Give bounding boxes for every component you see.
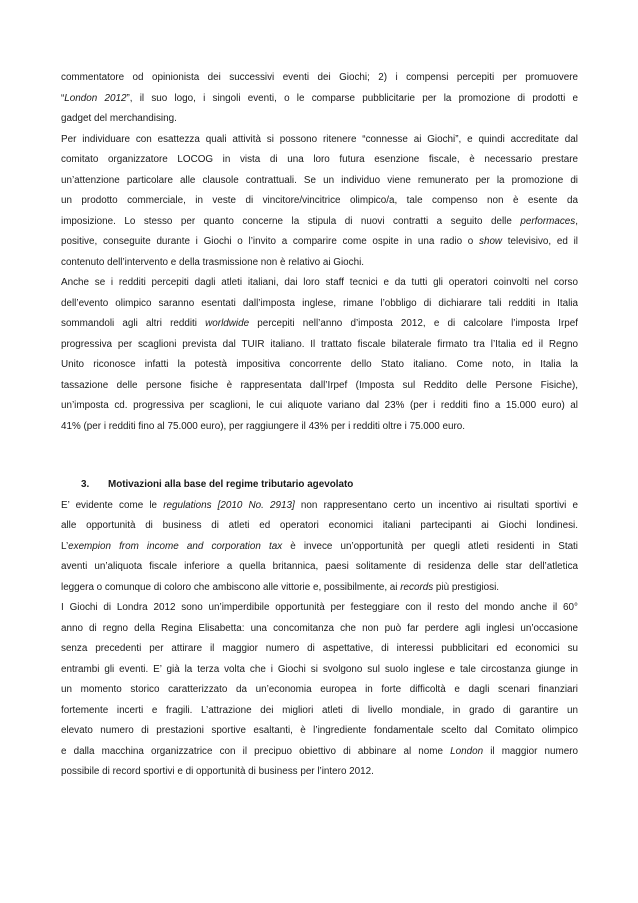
text-line: I Giochi di Londra 2012 sono un’imperdibile opportunità per festeggiare con il resto del mondo anche il 60° <box>61 602 578 613</box>
text-line: un’attenzione particolare alle clausole contrattuali. Se un individuo viene remunerato per la promozione di <box>61 174 578 186</box>
section-heading <box>61 475 578 496</box>
document-body <box>61 68 578 783</box>
text-line: anno di regno della Regina Elisabetta: una concomitanza che non può far perdere agli inglesi un’occasione <box>61 622 578 634</box>
text-line: sommandoli agli altri redditi worldwide percepiti nell’anno d’imposta 2012, e di calcolare l’imposta Irpef <box>61 318 578 329</box>
text-line: fortemente incerti e fragili. L’attrazione dei migliori atleti di livello mondiale, in grado di garantire un <box>61 704 578 716</box>
paragraph <box>61 130 578 274</box>
text-line: leggera o comunque di coloro che ambiscono alle vittorie e, possibilmente, ai records più prestigiosi. <box>61 581 500 593</box>
paragraph-group-2 <box>61 496 578 783</box>
text-line: “London 2012”, il suo logo, i singoli eventi, o le comparse pubblicitarie per la promozione di prodotti e <box>61 92 578 104</box>
text-line: dell’evento olimpico saranno esentati dall’imposta inglese, rimane l’obbligo di dichiarare tali redditi in Italia <box>61 297 578 309</box>
text-line: positive, conseguite durante i Giochi o l’invito a comparire come ospite in una radio o show televisivo, ed il <box>61 236 578 247</box>
text-line: L’exempion from income and corporation tax è invece un’opportunità per quegli atleti residenti in Stati <box>61 540 578 552</box>
text-line: alle opportunità di business di atleti ed operatori economici italiani partecipanti ai Giochi londinesi. <box>61 520 578 531</box>
section-spacer <box>61 437 578 475</box>
paragraph <box>61 68 578 130</box>
section-number: 3. <box>81 479 90 490</box>
text-line: un’imposta cd. progressiva per scaglioni, le cui aliquote variano dal 23% (per i redditi fino a 15.000 euro) al <box>61 400 578 411</box>
text-line: 41% (per i redditi fino al 75.000 euro), per raggiungere il 43% per i redditi oltre i 75.000 euro. <box>61 420 466 432</box>
text-line: tassazione delle persone fisiche è rappresentata dall’Irpef (Imposta sul Reddito delle Persone Fisiche), <box>61 379 578 391</box>
text-line: senza precedenti per attirare il maggior numero di aspettative, di interessi pubblicitari ed economici su <box>61 643 578 654</box>
paragraph <box>61 273 578 437</box>
text-line: comitato organizzatore LOCOG in vista di una loro futura esenzione fiscale, è necessario prestare <box>61 154 578 165</box>
text-line: e dalla macchina organizzatrice con il precipuo obiettivo di abbinare al nome London il maggior numero <box>61 745 578 757</box>
text-line: Unito riconosce infatti la potestà impositiva concorrente dello Stato italiano. Come noto, in Italia la <box>61 359 578 370</box>
text-line: possibile di record sportivi e di opportunità di business per l’intero 2012. <box>61 766 374 777</box>
text-line: Anche se i redditi percepiti dagli atleti italiani, dai loro staff tecnici e da tutti gli operatori coinvolti nel corso <box>61 277 578 288</box>
section-title: Motivazioni alla base del regime tributario agevolato <box>108 479 354 490</box>
text-line: un prodotto commerciale, in veste di vincitore/vincitrice olimpico/a, tale compenso non è esente da <box>61 195 578 206</box>
text-line: progressiva per scaglioni prevista dal TUIR italiano. Il trattato fiscale bilaterale firmato tra l’Italia ed il Regno <box>61 338 578 350</box>
paragraph-group-1 <box>61 68 578 437</box>
text-line: elevato numero di prestazioni sportive esaltanti, è l’ingrediente fondamentale scelto dal Comitato olimpico <box>61 725 578 736</box>
paragraph <box>61 598 578 783</box>
text-line: entrambi gli eventi. E’ già la terza volta che i Giochi si svolgono sul suolo inglese e tale circostanza giunge in <box>61 663 578 675</box>
text-line: commentatore od opinionista dei successivi eventi dei Giochi; 2) i compensi percepiti per promuovere <box>61 72 578 83</box>
text-line: aventi un’aliquota fiscale inferiore a quella britannica, paesi solitamente di residenza delle star dell’atletica <box>61 561 578 572</box>
text-line: E’ evidente come le regulations [2010 No. 2913] non rappresentano certo un incentivo ai risultati sportivi e <box>61 499 578 511</box>
paragraph <box>61 496 578 599</box>
text-line: imposizione. Lo stesso per quanto concerne la stipula di nuovi contratti a seguito delle performaces, <box>61 215 578 227</box>
text-line: un momento storico caratterizzato da un’economia europea in forte difficoltà e dagli scenari finanziari <box>61 684 578 695</box>
text-line: Per individuare con esattezza quali attività si possono ritenere “connesse ai Giochi”, e quindi accreditate dal <box>61 133 578 145</box>
text-line: gadget del merchandising. <box>61 113 177 124</box>
text-line: contenuto dell’intervento e della trasmissione non è relativo ai Giochi. <box>61 256 365 268</box>
